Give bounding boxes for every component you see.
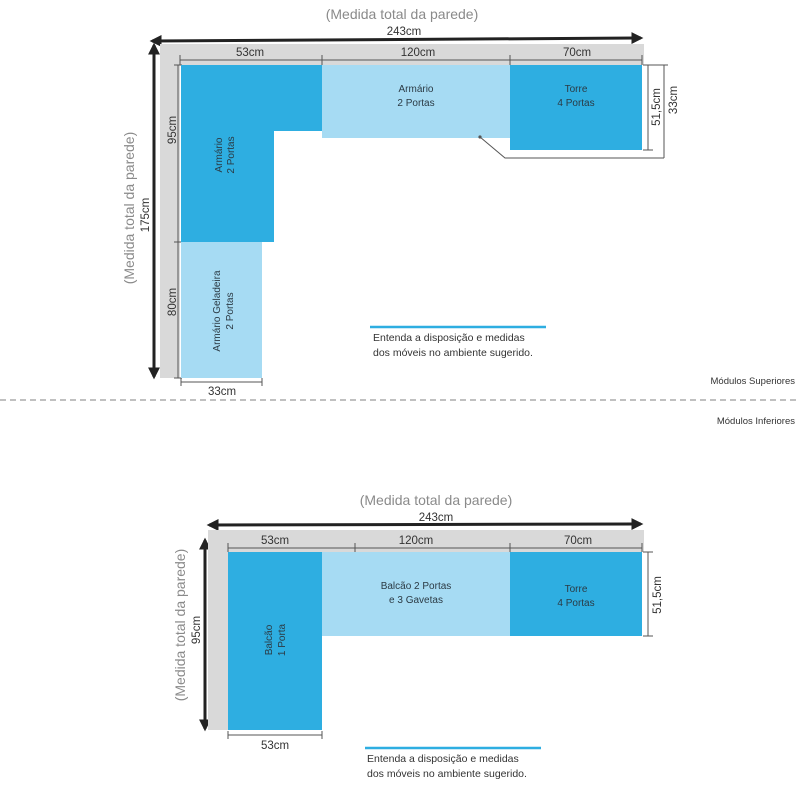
lower-tower-label-1: Torre <box>564 584 588 595</box>
lower-side-caption: (Medida total da parede) <box>172 548 188 702</box>
upper-section-label: Módulos Superiores <box>710 376 795 387</box>
upper-dim-tower-depth: 51,5cm <box>651 88 663 126</box>
lower-wall-caption: (Medida total da parede) <box>359 492 513 508</box>
upper-total-height: 175cm <box>140 197 152 233</box>
upper-note-line-1: Entenda a disposição e medidas <box>373 332 525 344</box>
lower-counter-one-door <box>228 552 322 730</box>
lower-total-height: 95cm <box>191 615 203 645</box>
counter-one-door-label-1: Balcão <box>264 624 275 656</box>
fridge-cabinet-label-2: 2 Portas <box>225 292 236 330</box>
leader-dot <box>478 135 481 138</box>
upper-dim-80: 80cm <box>167 287 179 317</box>
counter-one-door-label-2: 1 Porta <box>277 623 288 657</box>
lower-dim-left: 53cm <box>260 535 290 547</box>
counter-drawers-label-2: e 3 Gavetas <box>389 595 443 606</box>
upper-dim-middle: 120cm <box>400 47 436 59</box>
lower-width-arrow <box>209 524 641 525</box>
corner-cabinet-label-2: 2 Portas <box>226 136 237 174</box>
corner-cabinet-label-1: Armário <box>214 137 225 173</box>
wall-cabinet-label-1: Armário <box>398 84 434 95</box>
upper-tower-label-2: 4 Portas <box>557 98 595 109</box>
lower-dim-right: 70cm <box>563 535 593 547</box>
lower-tower-label-2: 4 Portas <box>557 598 595 609</box>
lower-counter-drawers <box>322 552 510 636</box>
lower-section-label: Módulos Inferiores <box>716 416 795 427</box>
upper-dim-95: 95cm <box>167 115 179 145</box>
upper-dim-right: 70cm <box>562 47 592 59</box>
lower-total-width: 243cm <box>418 512 454 524</box>
lower-note-line-1: Entenda a disposição e medidas <box>367 753 519 765</box>
upper-total-width: 243cm <box>386 26 422 38</box>
upper-note-line-2: dos móveis no ambiente sugerido. <box>373 347 533 359</box>
upper-side-caption: (Medida total da parede) <box>121 131 137 285</box>
upper-tower-label-1: Torre <box>564 84 588 95</box>
upper-dim-cabinet-depth: 33cm <box>668 85 680 115</box>
upper-dim-fridge-width: 33cm <box>207 386 237 398</box>
upper-wall-caption: (Medida total da parede) <box>325 6 479 22</box>
wall-cabinet-label-2: 2 Portas <box>397 98 435 109</box>
lower-dim-counter-width: 53cm <box>260 740 290 752</box>
upper-dim-left: 53cm <box>235 47 265 59</box>
lower-dim-middle: 120cm <box>398 535 434 547</box>
counter-drawers-label-1: Balcão 2 Portas <box>380 581 452 592</box>
lower-note-line-2: dos móveis no ambiente sugerido. <box>367 768 527 780</box>
lower-dim-depth: 51,5cm <box>652 576 664 614</box>
fridge-cabinet-label-1: Armário Geladeira <box>212 270 223 352</box>
